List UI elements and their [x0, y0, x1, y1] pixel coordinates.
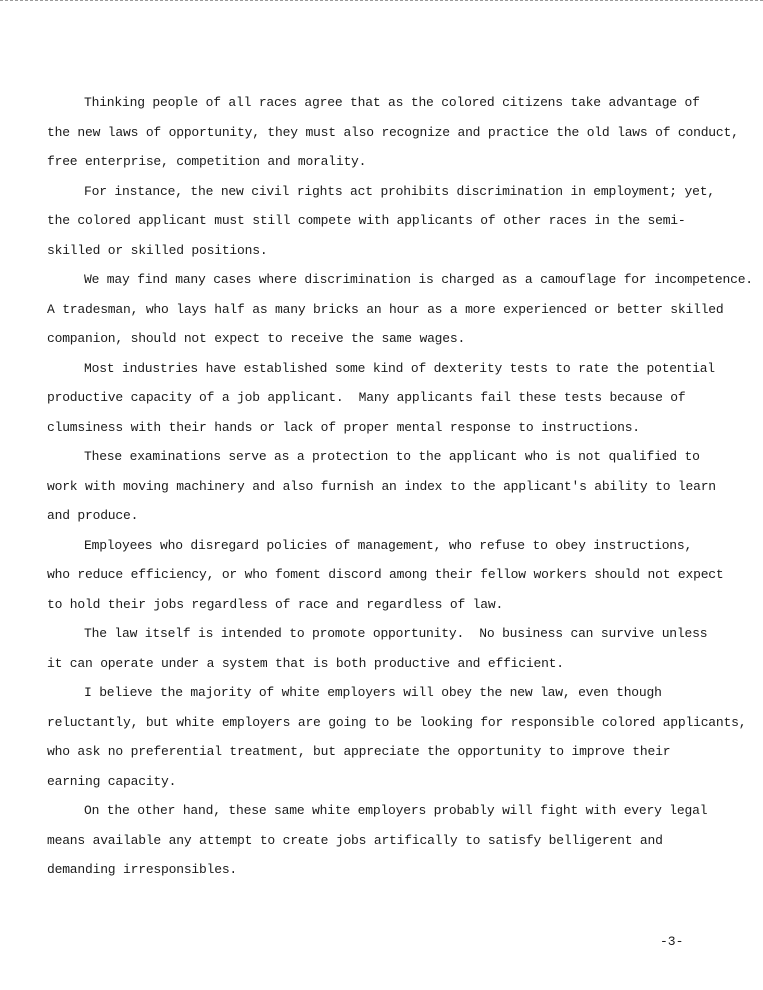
paragraph	[47, 531, 757, 620]
text-line: A tradesman, who lays half as many bricks an hour as a more experienced or better skilled	[47, 301, 724, 317]
text-line: The law itself is intended to promote opportunity. No business can survive unless	[84, 626, 708, 641]
paragraph	[47, 265, 757, 354]
paragraph	[47, 619, 757, 678]
text-line: We may find many cases where discrimination is charged as a camouflage for incompetence.	[84, 272, 753, 287]
document-body	[47, 88, 757, 885]
text-line: For instance, the new civil rights act prohibits discrimination in employment; yet,	[84, 183, 715, 199]
text-line: it can operate under a system that is both productive and efficient.	[47, 655, 564, 671]
page-top-border	[0, 0, 763, 1]
paragraph	[47, 354, 757, 443]
text-line: reluctantly, but white employers are going to be looking for responsible colored applicants,	[47, 714, 747, 730]
text-line: skilled or skilled positions.	[47, 242, 268, 258]
text-line: work with moving machinery and also furnish an index to the applicant's ability to learn	[47, 478, 716, 494]
text-line: earning capacity.	[47, 773, 177, 789]
text-line: and produce.	[47, 508, 139, 523]
paragraph	[47, 88, 757, 177]
text-line: who ask no preferential treatment, but appreciate the opportunity to improve their	[47, 744, 671, 759]
paragraph	[47, 442, 757, 531]
text-line: companion, should not expect to receive the same wages.	[47, 331, 466, 346]
text-line: Thinking people of all races agree that as the colored citizens take advantage of	[84, 95, 700, 110]
text-line: to hold their jobs regardless of race and regardless of law.	[47, 596, 504, 612]
page-number: -3-	[660, 934, 684, 949]
text-line: I believe the majority of white employers will obey the new law, even though	[84, 685, 662, 700]
text-line: demanding irresponsibles.	[47, 862, 238, 877]
paragraph	[47, 678, 757, 796]
text-line: Employees who disregard policies of management, who refuse to obey instructions,	[84, 537, 693, 553]
text-line: the colored applicant must still compete with applicants of other races in the semi-	[47, 213, 686, 228]
text-line: These examinations serve as a protection to the applicant who is not qualified to	[84, 449, 700, 464]
text-line: free enterprise, competition and morality.	[47, 154, 367, 169]
text-line: On the other hand, these same white employers probably will fight with every legal	[84, 803, 708, 818]
text-line: clumsiness with their hands or lack of proper mental response to instructions.	[47, 419, 640, 435]
text-line: who reduce efficiency, or who foment discord among their fellow workers should not expect	[47, 567, 724, 582]
text-line: the new laws of opportunity, they must also recognize and practice the old laws of conduct,	[47, 124, 739, 140]
text-line: Most industries have established some kind of dexterity tests to rate the potential	[84, 360, 715, 376]
paragraph	[47, 177, 757, 266]
text-line: productive capacity of a job applicant. Many applicants fail these tests because of	[47, 390, 686, 405]
text-line: means available any attempt to create jobs artifically to satisfy belligerent and	[47, 832, 663, 848]
paragraph	[47, 796, 757, 885]
